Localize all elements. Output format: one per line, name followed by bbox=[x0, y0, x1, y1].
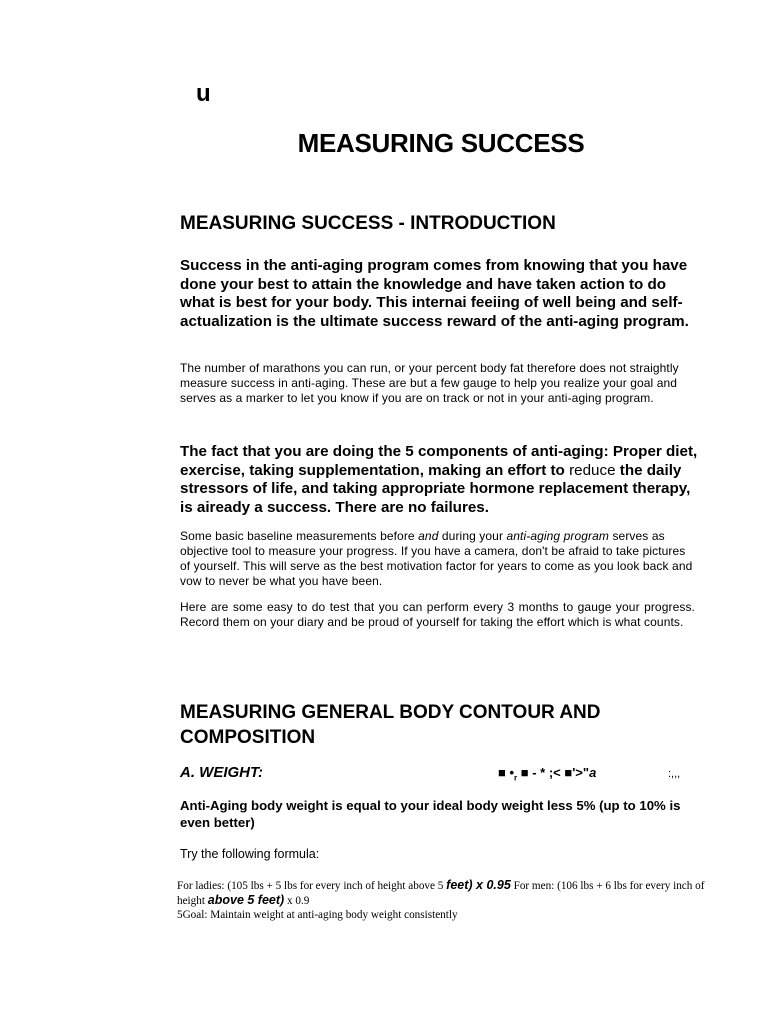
scan-noise-italic: a bbox=[589, 765, 597, 780]
baseline-paragraph bbox=[180, 529, 695, 589]
baseline-and: and bbox=[418, 529, 439, 543]
baseline-program: anti-aging program bbox=[506, 529, 610, 543]
scan-noise-sub: r bbox=[514, 773, 518, 783]
fact-reduce-word: reduce bbox=[569, 461, 616, 479]
easy-test-paragraph: Here are some easy to do test that you can perform every 3 months to gauge your progress. Record them on your diary and be proud of yourself for taking the effort which is what counts. bbox=[180, 600, 695, 629]
marathons-paragraph: The number of marathons you can run, or your percent body fat therefore does not straightly measure success in anti-aging. These are but a few gauge to help you realize your goal and serves as a marker to let you know if you are on track or not in your anti-aging program. bbox=[180, 361, 679, 405]
formula-men-above: above 5 feet) bbox=[207, 893, 285, 907]
scan-noise-a: ■ • bbox=[498, 765, 515, 780]
body-contour-heading: MEASURING GENERAL BODY CONTOUR AND COMPOSITION bbox=[180, 702, 601, 748]
scan-noise-b: ■ - * ;< ■'>" bbox=[517, 765, 590, 780]
intro-lead-paragraph: Success in the anti-aging program comes from knowing that you have done your best to attain the knowledge and have taken action to do what is best for your body. This internai feeiing of well being and self- actualization is the ultimate success reward of the anti-aging program. bbox=[180, 257, 689, 330]
corner-mark: u bbox=[196, 80, 211, 107]
scan-noise-right: :,,, bbox=[668, 768, 681, 780]
weight-rule: Anti-Aging body weight is equal to your ideal body weight less 5% (up to 10% is even better) bbox=[180, 798, 681, 830]
formula-ladies: For ladies: (105 lbs + 5 lbs for every inch of height above 5 bbox=[177, 880, 444, 892]
formula-men-factor: x 0.9 bbox=[286, 895, 310, 907]
fact-text-2: the daily stressors of life, and taking appropriate hormone replacement therapy, is aiready a success. There are no failures. bbox=[180, 461, 691, 516]
scan-noise-text bbox=[498, 764, 596, 788]
page-title: MEASURING SUCCESS bbox=[297, 128, 585, 158]
baseline-text-2: during your bbox=[441, 529, 504, 543]
formula-men: For men: (106 lbs + 6 lbs for every inch of height bbox=[177, 880, 705, 907]
baseline-text-1: Some basic baseline measurements before bbox=[180, 529, 415, 543]
baseline-text-3: serves as objective tool to measure your progress. If you have a camera, don't be afraid to take pictures of yourself. This will serve as the best motivation factor for years to come as you look back and vow to never be what you have been. bbox=[180, 529, 693, 588]
weight-label: A. WEIGHT: bbox=[180, 764, 264, 781]
fact-text-1: The fact that you are doing the 5 components of anti-aging: Proper diet, exercise, taking supplementation, making an effort to bbox=[180, 443, 698, 479]
fact-paragraph bbox=[180, 443, 700, 517]
intro-heading: MEASURING SUCCESS - INTRODUCTION bbox=[180, 213, 556, 234]
formula-goal: 5Goal: Maintain weight at anti-aging body weight consistently bbox=[177, 909, 458, 921]
try-formula-text: Try the following formula: bbox=[180, 847, 320, 861]
formula-ladies-factor: feet) x 0.95 bbox=[446, 878, 511, 892]
formula-block bbox=[177, 878, 707, 922]
